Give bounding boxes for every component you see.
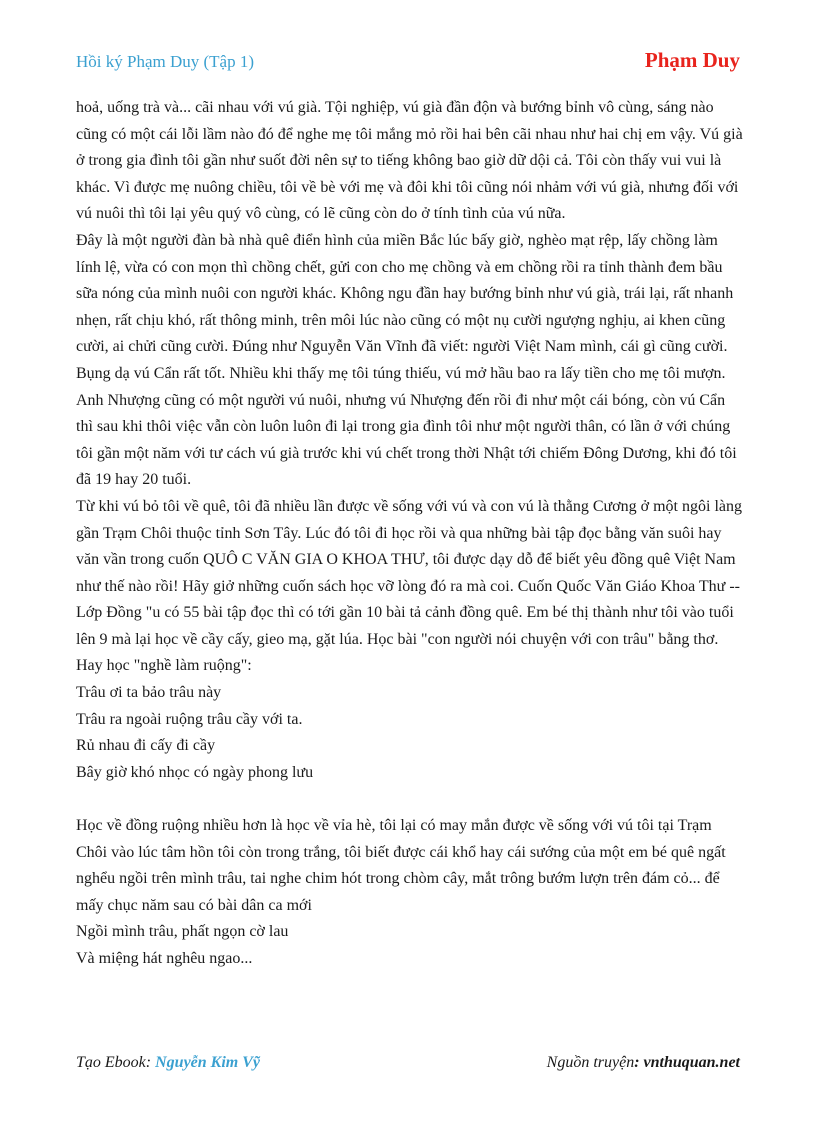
author-name: Phạm Duy [644,48,740,72]
paragraph: Học về đồng ruộng nhiều hơn là học về vỉa hè, tôi lại có may mắn được về sống với vú tôi tại Trạm Chôi vào lúc tâm hồn tôi còn trong trắng, tôi biết được cái khổ hay cái sướng của một em bé quê ngất nghểu ngồi trên mình trâu, tai nghe chim hót trong chòm cây, mắt trông bướm lượn trên đám cỏ... để mấy chục năm sau có bài dân ca mới [76,817,726,914]
ebook-credit: Tạo Ebook: Nguyễn Kim Vỹ [76,1054,260,1071]
source-label: Nguồn truyện [546,1054,635,1071]
song-line: Ngồi mình trâu, phất ngọn cờ lau [76,923,289,941]
poem-line: Trâu ra ngoài ruộng trâu cầy với ta. [76,710,303,728]
ebook-creator: Nguyễn Kim Vỹ [155,1054,260,1071]
paragraph: hoả, uống trà và... cãi nhau với vú già. Tội nghiệp, vú già đần độn và bướng bỉnh vô cùng, sáng nào cũng có một cái lỗi lầm nào đó để nghe mẹ tôi mắng mỏ rồi hai bên cãi nhau như hai chị em vậy. Vú già ở trong gia đình tôi gần như suốt đời nên sự to tiếng không bao giờ dữ dội cả. Tôi còn thấy vui vui là khác. Vì được mẹ nuông chiều, tôi về bè với mẹ và đôi khi tôi cũng nói nhảm với vú già, nhưng đối với vú nuôi thì tôi lại yêu quý vô cùng, có lẽ cũng còn do ở tính tình của vú nữa. [76,99,743,223]
poem-line: Bây giờ khó nhọc có ngày phong lưu [76,763,314,781]
page-body [76,95,744,973]
source-credit: Nguồn truyện: vnthuquan.net [546,1054,740,1071]
poem-line: Trâu ơi ta bảo trâu này [76,684,222,702]
paragraph: Đây là một người đàn bà nhà quê điển hình của miền Bắc lúc bấy giờ, nghèo mạt rệp, lấy chồng làm lính lệ, vừa có con mọn thì chồng chết, gửi con cho mẹ chồng và em chồng rồi ra tỉnh thành đem bầu sữa nóng của mình nuôi con người khác. Không ngu đần hay bướng bỉnh như vú già, trái lại, rất nhanh nhẹn, rất chịu khó, rất thông minh, trên môi lúc nào cũng có một nụ cười ngượng nghịu, ai khen cũng cười, ai chửi cũng cười. Đúng như Nguyễn Văn Vĩnh đã viết: người Việt Nam mình, cái gì cũng cười. [76,231,734,356]
song-line: Và miệng hát nghêu ngao... [76,950,253,967]
blank-line [76,786,744,813]
ebook-label: Tạo Ebook [76,1054,146,1071]
page-header [76,48,740,78]
source-site-link[interactable]: vnthuquan.net [643,1054,740,1071]
paragraph: Từ khi vú bỏ tôi về quê, tôi đã nhiều lần được về sống với vú và con vú là thằng Cương ở một ngôi làng gần Trạm Chôi thuộc tỉnh Sơn Tây. Lúc đó tôi đi học rồi và qua những bài tập đọc bằng văn suôi hay văn vần trong cuốn QUÔ C VĂN GIA O KHOA THƯ, tôi được dạy dỗ để biết yêu đồng quê Việt Nam như thế nào rồi! Hãy giở những cuốn sách học vỡ lòng đó ra mà coi. Cuốn Quốc Văn Giáo Khoa Thư -- Lớp Đồng "u có 55 bài tập đọc thì có tới gần 10 bài tả cảnh đồng quê. Em bé thị thành như tôi vào tuổi lên 9 mà lại học về cầy cấy, gieo mạ, gặt lúa. Học bài "con người nói chuyện với con trâu" bằng thơ. Hay học "nghề làm ruộng": [76,497,742,675]
book-title: Hồi ký Phạm Duy (Tập 1) [76,52,255,71]
poem-line: Rủ nhau đi cấy đi cầy [76,737,216,755]
paragraph: Bụng dạ vú Cẩn rất tốt. Nhiều khi thấy mẹ tôi túng thiếu, vú mở hầu bao ra lấy tiền cho mẹ tôi mượn. Anh Nhượng cũng có một người vú nuôi, nhưng vú Nhượng đến rồi đi như một cái bóng, còn vú Cẩn thì sau khi thôi việc vẫn còn luôn luôn đi lại trong gia đình tôi như một người thân, có lần ở với chúng tôi gần một năm với tư cách vú già trước khi vú chết trong thời Nhật tới chiếm Đông Dương, khi đó tôi đã 19 hay 20 tuổi. [76,364,737,489]
